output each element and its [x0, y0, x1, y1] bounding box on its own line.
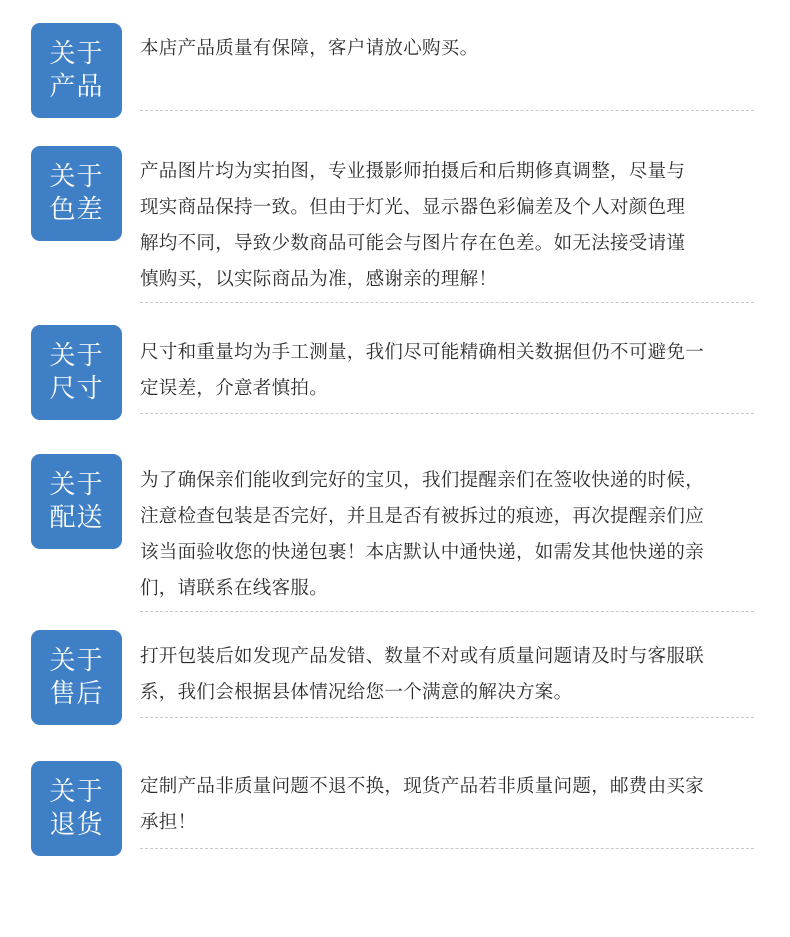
section-badge	[31, 23, 122, 118]
section-text: 本店产品质量有保障，客户请放心购买。	[140, 38, 479, 59]
badge-line2: 退货	[49, 809, 104, 840]
section-divider	[140, 611, 754, 612]
section-divider	[140, 848, 754, 849]
section-divider	[140, 110, 754, 111]
section-text: 产品图片均为实拍图，专业摄影师拍摄后和后期修真调整，尽量与 现实商品保持一致。但由于灯光、显示器色彩偏差及个人对颜色理 解均不同，导致少数商品可能会与图片存在色差。如无法接受请谨 慎购买，以实际商品为准，感谢亲的理解！	[140, 161, 686, 290]
badge-line1: 关于	[49, 776, 104, 807]
section-text: 尺寸和重量均为手工测量，我们尽可能精确相关数据但仍不可避免一 定误差，介意者慎拍。	[140, 342, 705, 399]
badge-line2: 色差	[49, 194, 104, 225]
section-badge	[31, 146, 122, 241]
badge-line1: 关于	[49, 469, 104, 500]
section-divider	[140, 413, 754, 414]
section-divider	[140, 302, 754, 303]
section-badge	[31, 454, 122, 549]
badge-line2: 尺寸	[49, 373, 104, 404]
section-text: 为了确保亲们能收到完好的宝贝，我们提醒亲们在签收快递的时候， 注意检查包装是否完好，并且是否有被拆过的痕迹，再次提醒亲们应 该当面验收您的快递包裹！本店默认中通快递，如需发其他快递的亲 们，请联系在线客服。	[140, 470, 705, 599]
section-badge	[31, 761, 122, 856]
section-badge	[31, 325, 122, 420]
badge-line1: 关于	[49, 340, 104, 371]
badge-line1: 关于	[49, 161, 104, 192]
section-divider	[140, 717, 754, 718]
badge-line2: 售后	[49, 678, 104, 709]
badge-line2: 配送	[49, 502, 104, 533]
section-badge	[31, 630, 122, 725]
badge-line2: 产品	[49, 71, 104, 102]
section-text: 打开包装后如发现产品发错、数量不对或有质量问题请及时与客服联 系，我们会根据县体情况给您一个满意的解决方案。	[140, 646, 705, 703]
badge-line1: 关于	[49, 38, 104, 69]
badge-line1: 关于	[49, 645, 104, 676]
section-text: 定制产品非质量问题不退不换，现货产品若非质量问题，邮费由买家 承担！	[140, 776, 705, 833]
